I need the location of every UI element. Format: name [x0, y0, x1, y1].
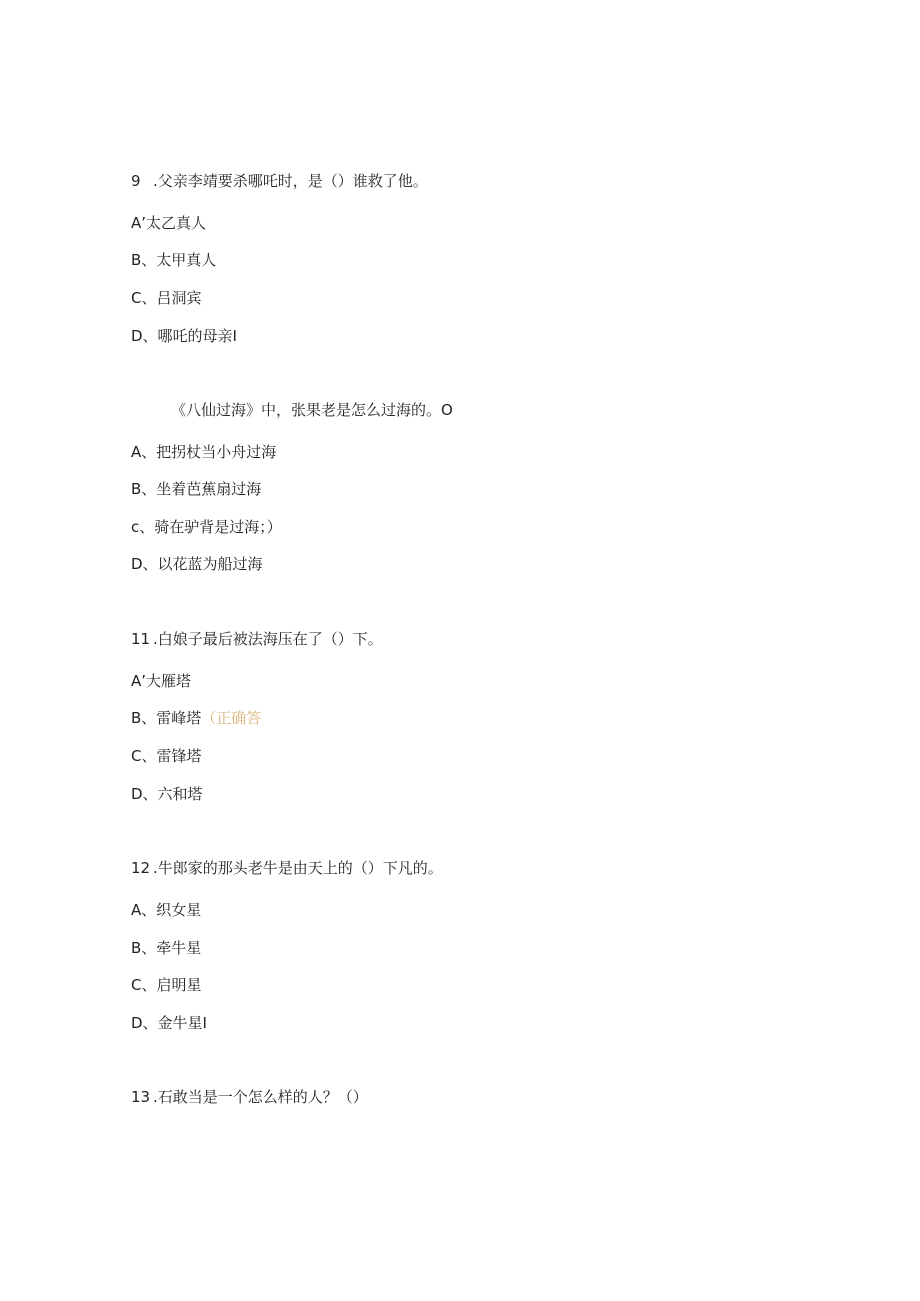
- question-number: 12: [131, 859, 151, 877]
- option-b: [131, 708, 261, 728]
- question-number: 11: [131, 630, 151, 648]
- question-9: [131, 171, 428, 191]
- option-b: B、牵牛星: [131, 939, 202, 957]
- question-13: [131, 1087, 368, 1107]
- option-d: D、以花蓝为船过海: [131, 555, 263, 573]
- option-c: C、吕洞宾: [131, 289, 202, 307]
- option-d: D、金牛星I: [131, 1014, 207, 1032]
- question-text: .石敢当是一个怎么样的人？（）: [153, 1088, 368, 1106]
- option-text: B、雷峰塔: [131, 709, 202, 727]
- option-a: A、把拐杖当小舟过海: [131, 443, 277, 461]
- question-10: [171, 400, 453, 420]
- question-text: .牛郎家的那头老牛是由天上的（）下凡的。: [153, 859, 443, 877]
- option-a: A、织女星: [131, 901, 202, 919]
- option-b: B、坐着芭蕉扇过海: [131, 480, 262, 498]
- option-a: A’太乙真人: [131, 214, 207, 232]
- question-number: 9: [131, 172, 141, 190]
- option-b: B、太甲真人: [131, 251, 217, 269]
- option-c: c、骑在驴背是过海；）: [131, 518, 282, 536]
- question-text: .父亲李靖要杀哪吒时，是（）谁救了他。: [153, 172, 428, 190]
- question-text: .白娘子最后被法海压在了（）下。: [153, 630, 383, 648]
- option-a: A’大雁塔: [131, 672, 192, 690]
- option-c: C、启明星: [131, 976, 202, 994]
- question-12: [131, 858, 443, 878]
- answer-marker: （正确答: [201, 709, 262, 727]
- question-number: 13: [131, 1088, 151, 1106]
- option-d: D、哪吒的母亲I: [131, 327, 237, 345]
- question-11: [131, 629, 383, 649]
- question-text: 《八仙过海》中，张果老是怎么过海的。O: [171, 401, 453, 419]
- option-d: D、六和塔: [131, 785, 203, 803]
- option-c: C、雷锋塔: [131, 747, 202, 765]
